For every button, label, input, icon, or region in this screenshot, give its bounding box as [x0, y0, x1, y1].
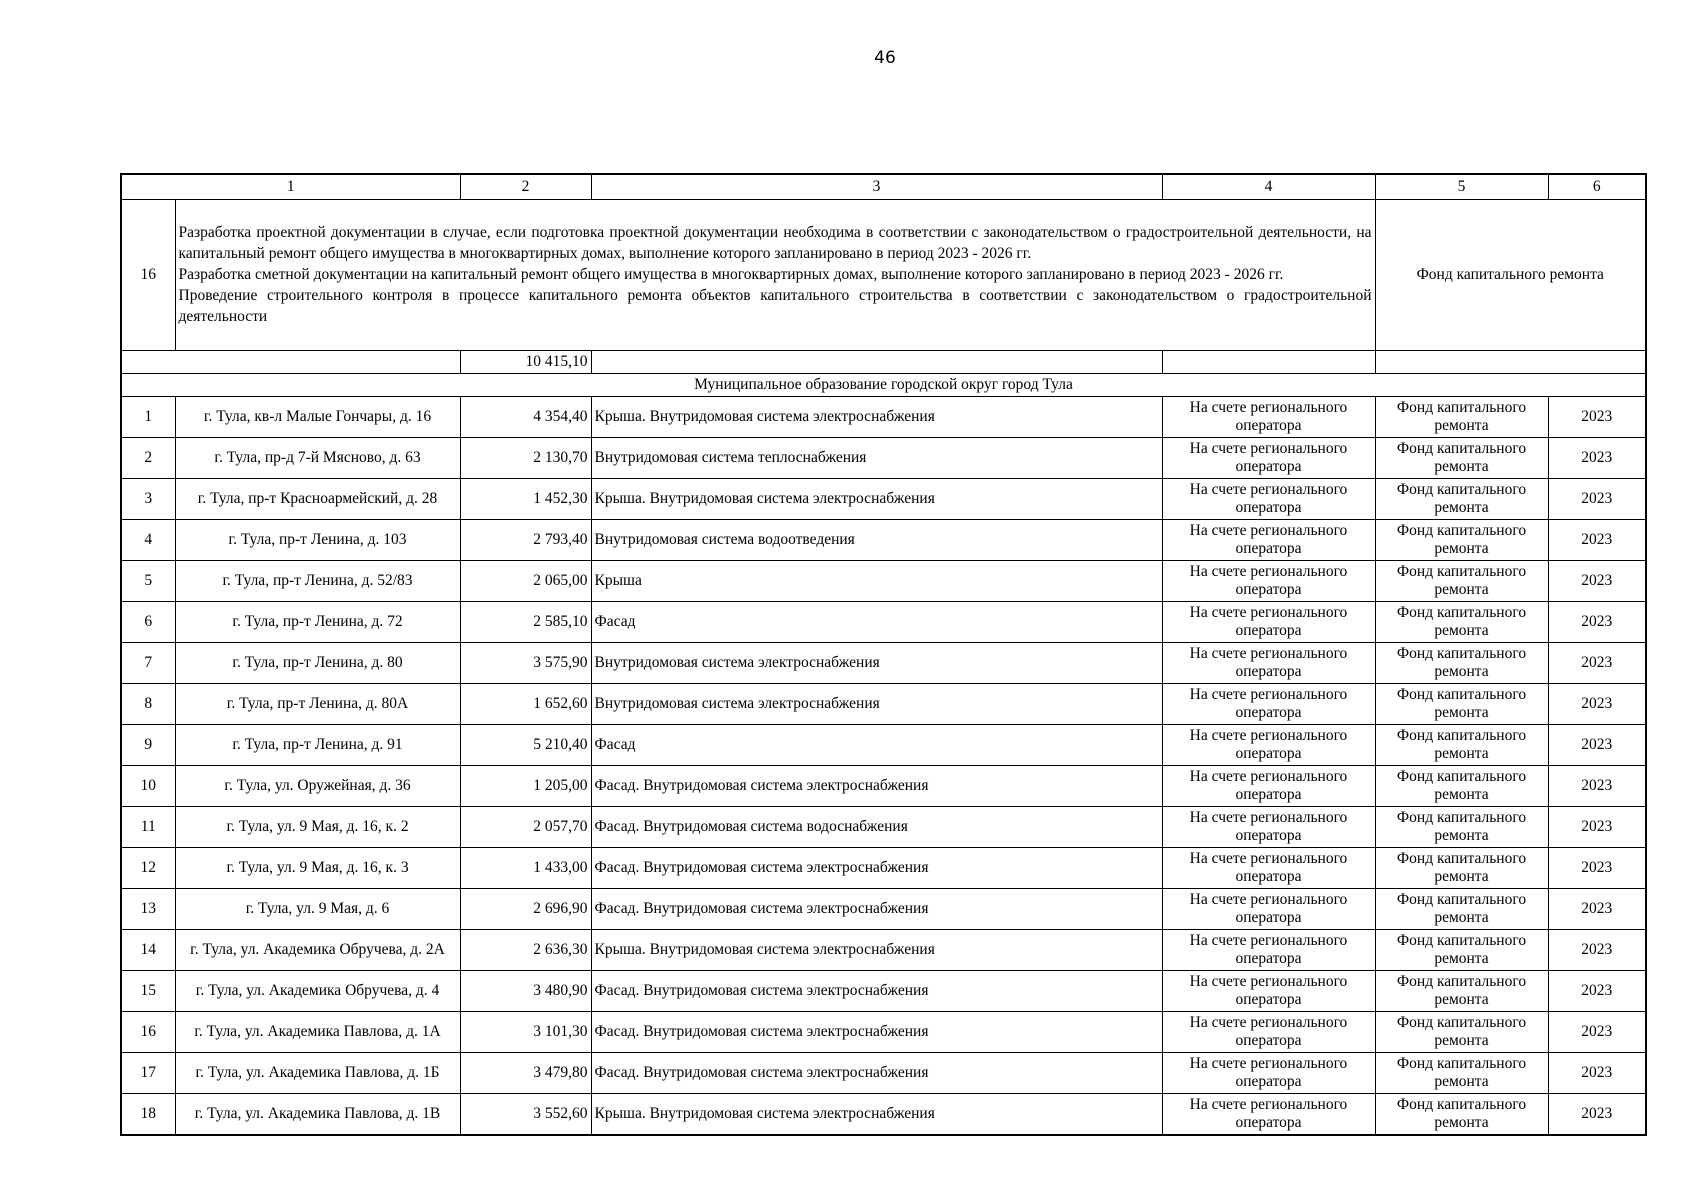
row-cost: 4 354,40 [460, 397, 591, 438]
table-row [121, 971, 1646, 1012]
table-row [121, 1012, 1646, 1053]
row-number: 10 [121, 766, 175, 807]
row-number: 7 [121, 643, 175, 684]
row-source: Фонд капитального ремонта [1375, 1012, 1548, 1053]
row-account: На счете регионального оператора [1162, 397, 1375, 438]
page-number: 46 [874, 48, 896, 68]
table-row [121, 930, 1646, 971]
row-cost: 2 696,90 [460, 889, 591, 930]
row-account: На счете регионального оператора [1162, 561, 1375, 602]
header-cell: 3 [591, 174, 1162, 200]
row-account: На счете регионального оператора [1162, 807, 1375, 848]
row-cost: 3 480,90 [460, 971, 591, 1012]
row-address: г. Тула, пр-т Ленина, д. 80А [175, 684, 460, 725]
row-year: 2023 [1548, 1094, 1646, 1136]
row-source: Фонд капитального ремонта [1375, 479, 1548, 520]
row-number: 17 [121, 1053, 175, 1094]
row-account: На счете регионального оператора [1162, 602, 1375, 643]
total-empty-cell [1375, 351, 1646, 374]
row-year: 2023 [1548, 520, 1646, 561]
row-account: На счете регионального оператора [1162, 971, 1375, 1012]
row-source: Фонд капитального ремонта [1375, 848, 1548, 889]
total-empty-cell [121, 351, 460, 374]
row-works: Крыша [591, 561, 1162, 602]
intro-paragraph: Разработка проектной документации в случае, если подготовка проектной документации необходима в соответствии с законодательством о градостроительной деятельности, на капитальный ремонт общего имущества в многоквартирных домах, выполнение которого запланировано в период 2023 - 2026 гг. [178, 223, 1372, 262]
row-number: 9 [121, 725, 175, 766]
table-row [121, 1094, 1646, 1136]
row-works: Крыша. Внутридомовая система электроснабжения [591, 397, 1162, 438]
row-year: 2023 [1548, 561, 1646, 602]
table-row [121, 520, 1646, 561]
row-cost: 3 101,30 [460, 1012, 591, 1053]
table-row [121, 438, 1646, 479]
row-number: 12 [121, 848, 175, 889]
intro-paragraph: Проведение строительного контроля в процессе капитального ремонта объектов капитального строительства в соответствии с законодательством о градостроительной деятельности [178, 286, 1372, 325]
row-account: На счете регионального оператора [1162, 725, 1375, 766]
table-row [121, 479, 1646, 520]
row-address: г. Тула, кв-л Малые Гончары, д. 16 [175, 397, 460, 438]
row-number: 4 [121, 520, 175, 561]
row-account: На счете регионального оператора [1162, 520, 1375, 561]
row-year: 2023 [1548, 397, 1646, 438]
row-cost: 3 479,80 [460, 1053, 591, 1094]
row-works: Фасад. Внутридомовая система электроснабжения [591, 1053, 1162, 1094]
table-row [121, 1053, 1646, 1094]
row-number: 14 [121, 930, 175, 971]
table-row [121, 725, 1646, 766]
row-number: 5 [121, 561, 175, 602]
row-cost: 1 205,00 [460, 766, 591, 807]
row-source: Фонд капитального ремонта [1375, 889, 1548, 930]
row-account: На счете регионального оператора [1162, 766, 1375, 807]
row-works: Крыша. Внутридомовая система электроснабжения [591, 930, 1162, 971]
row-source: Фонд капитального ремонта [1375, 725, 1548, 766]
row-address: г. Тула, пр-т Ленина, д. 103 [175, 520, 460, 561]
municipality-name: Муниципальное образование городской округ город Тула [121, 374, 1646, 397]
row-address: г. Тула, ул. Академика Павлова, д. 1А [175, 1012, 460, 1053]
row-cost: 3 575,90 [460, 643, 591, 684]
row-address: г. Тула, ул. Академика Павлова, д. 1В [175, 1094, 460, 1136]
total-sum: 10 415,10 [460, 351, 591, 374]
row-number: 13 [121, 889, 175, 930]
row-year: 2023 [1548, 971, 1646, 1012]
row-cost: 1 652,60 [460, 684, 591, 725]
section-fund: Фонд капитального ремонта [1375, 200, 1646, 351]
row-year: 2023 [1548, 438, 1646, 479]
row-cost: 2 793,40 [460, 520, 591, 561]
row-works: Внутридомовая система водоотведения [591, 520, 1162, 561]
row-number: 6 [121, 602, 175, 643]
row-works: Фасад. Внутридомовая система электроснабжения [591, 848, 1162, 889]
row-address: г. Тула, ул. Академика Обручева, д. 4 [175, 971, 460, 1012]
total-empty-cell [1162, 351, 1375, 374]
row-year: 2023 [1548, 766, 1646, 807]
row-cost: 2 636,30 [460, 930, 591, 971]
total-empty-cell [591, 351, 1162, 374]
municipality-row [121, 374, 1646, 397]
row-number: 16 [121, 1012, 175, 1053]
row-number: 11 [121, 807, 175, 848]
row-cost: 5 210,40 [460, 725, 591, 766]
table-row [121, 643, 1646, 684]
row-works: Фасад. Внутридомовая система водоснабжения [591, 807, 1162, 848]
row-source: Фонд капитального ремонта [1375, 1094, 1548, 1136]
row-year: 2023 [1548, 848, 1646, 889]
row-address: г. Тула, пр-т Ленина, д. 80 [175, 643, 460, 684]
row-works: Фасад. Внутридомовая система электроснабжения [591, 971, 1162, 1012]
row-address: г. Тула, пр-т Ленина, д. 52/83 [175, 561, 460, 602]
row-address: г. Тула, ул. Академика Обручева, д. 2А [175, 930, 460, 971]
table-row [121, 397, 1646, 438]
row-source: Фонд капитального ремонта [1375, 397, 1548, 438]
row-address: г. Тула, пр-т Ленина, д. 91 [175, 725, 460, 766]
table-row [121, 602, 1646, 643]
total-row [121, 351, 1646, 374]
table-row [121, 684, 1646, 725]
row-year: 2023 [1548, 1012, 1646, 1053]
table-row [121, 848, 1646, 889]
row-year: 2023 [1548, 684, 1646, 725]
row-address: г. Тула, ул. 9 Мая, д. 16, к. 3 [175, 848, 460, 889]
capital-repair-table [120, 173, 1647, 1136]
row-account: На счете регионального оператора [1162, 1012, 1375, 1053]
row-works: Внутридомовая система электроснабжения [591, 684, 1162, 725]
row-source: Фонд капитального ремонта [1375, 1053, 1548, 1094]
row-year: 2023 [1548, 602, 1646, 643]
row-works: Крыша. Внутридомовая система электроснабжения [591, 479, 1162, 520]
row-year: 2023 [1548, 930, 1646, 971]
row-cost: 2 057,70 [460, 807, 591, 848]
row-address: г. Тула, пр-д 7-й Мясново, д. 63 [175, 438, 460, 479]
row-cost: 3 552,60 [460, 1094, 591, 1136]
row-works: Крыша. Внутридомовая система электроснабжения [591, 1094, 1162, 1136]
table-row [121, 766, 1646, 807]
intro-paragraph: Разработка сметной документации на капитальный ремонт общего имущества в многоквартирных домах, выполнение которого запланировано в период 2023 - 2026 гг. [178, 265, 1284, 283]
header-cell: 1 [121, 174, 460, 200]
section-number: 16 [121, 200, 175, 351]
row-source: Фонд капитального ремонта [1375, 520, 1548, 561]
row-year: 2023 [1548, 725, 1646, 766]
row-year: 2023 [1548, 1053, 1646, 1094]
row-works: Внутридомовая система теплоснабжения [591, 438, 1162, 479]
row-works: Фасад. Внутридомовая система электроснабжения [591, 889, 1162, 930]
row-account: На счете регионального оператора [1162, 1094, 1375, 1136]
row-source: Фонд капитального ремонта [1375, 684, 1548, 725]
row-account: На счете регионального оператора [1162, 479, 1375, 520]
row-address: г. Тула, ул. 9 Мая, д. 16, к. 2 [175, 807, 460, 848]
row-cost: 2 585,10 [460, 602, 591, 643]
row-account: На счете регионального оператора [1162, 1053, 1375, 1094]
row-number: 15 [121, 971, 175, 1012]
row-account: На счете регионального оператора [1162, 684, 1375, 725]
row-cost: 1 452,30 [460, 479, 591, 520]
row-cost: 1 433,00 [460, 848, 591, 889]
table-row [121, 889, 1646, 930]
column-number-header [121, 174, 1646, 200]
row-address: г. Тула, пр-т Красноармейский, д. 28 [175, 479, 460, 520]
row-works: Фасад. Внутридомовая система электроснабжения [591, 766, 1162, 807]
row-account: На счете регионального оператора [1162, 930, 1375, 971]
row-number: 1 [121, 397, 175, 438]
row-works: Фасад [591, 602, 1162, 643]
row-source: Фонд капитального ремонта [1375, 930, 1548, 971]
row-source: Фонд капитального ремонта [1375, 807, 1548, 848]
row-address: г. Тула, ул. 9 Мая, д. 6 [175, 889, 460, 930]
row-number: 3 [121, 479, 175, 520]
row-source: Фонд капитального ремонта [1375, 602, 1548, 643]
row-cost: 2 130,70 [460, 438, 591, 479]
row-year: 2023 [1548, 643, 1646, 684]
row-source: Фонд капитального ремонта [1375, 561, 1548, 602]
row-year: 2023 [1548, 807, 1646, 848]
row-account: На счете регионального оператора [1162, 643, 1375, 684]
row-account: На счете регионального оператора [1162, 848, 1375, 889]
header-cell: 4 [1162, 174, 1375, 200]
table-row [121, 561, 1646, 602]
row-year: 2023 [1548, 479, 1646, 520]
row-address: г. Тула, пр-т Ленина, д. 72 [175, 602, 460, 643]
header-cell: 6 [1548, 174, 1646, 200]
row-source: Фонд капитального ремонта [1375, 643, 1548, 684]
row-works: Фасад. Внутридомовая система электроснабжения [591, 1012, 1162, 1053]
row-account: На счете регионального оператора [1162, 889, 1375, 930]
row-number: 18 [121, 1094, 175, 1136]
row-year: 2023 [1548, 889, 1646, 930]
row-works: Внутридомовая система электроснабжения [591, 643, 1162, 684]
table-row [121, 807, 1646, 848]
row-cost: 2 065,00 [460, 561, 591, 602]
row-address: г. Тула, ул. Академика Павлова, д. 1Б [175, 1053, 460, 1094]
section-description [175, 200, 1375, 351]
header-cell: 2 [460, 174, 591, 200]
section-intro-row [121, 200, 1646, 351]
row-source: Фонд капитального ремонта [1375, 438, 1548, 479]
row-number: 2 [121, 438, 175, 479]
row-source: Фонд капитального ремонта [1375, 971, 1548, 1012]
row-works: Фасад [591, 725, 1162, 766]
row-source: Фонд капитального ремонта [1375, 766, 1548, 807]
row-account: На счете регионального оператора [1162, 438, 1375, 479]
header-cell: 5 [1375, 174, 1548, 200]
row-number: 8 [121, 684, 175, 725]
row-address: г. Тула, ул. Оружейная, д. 36 [175, 766, 460, 807]
